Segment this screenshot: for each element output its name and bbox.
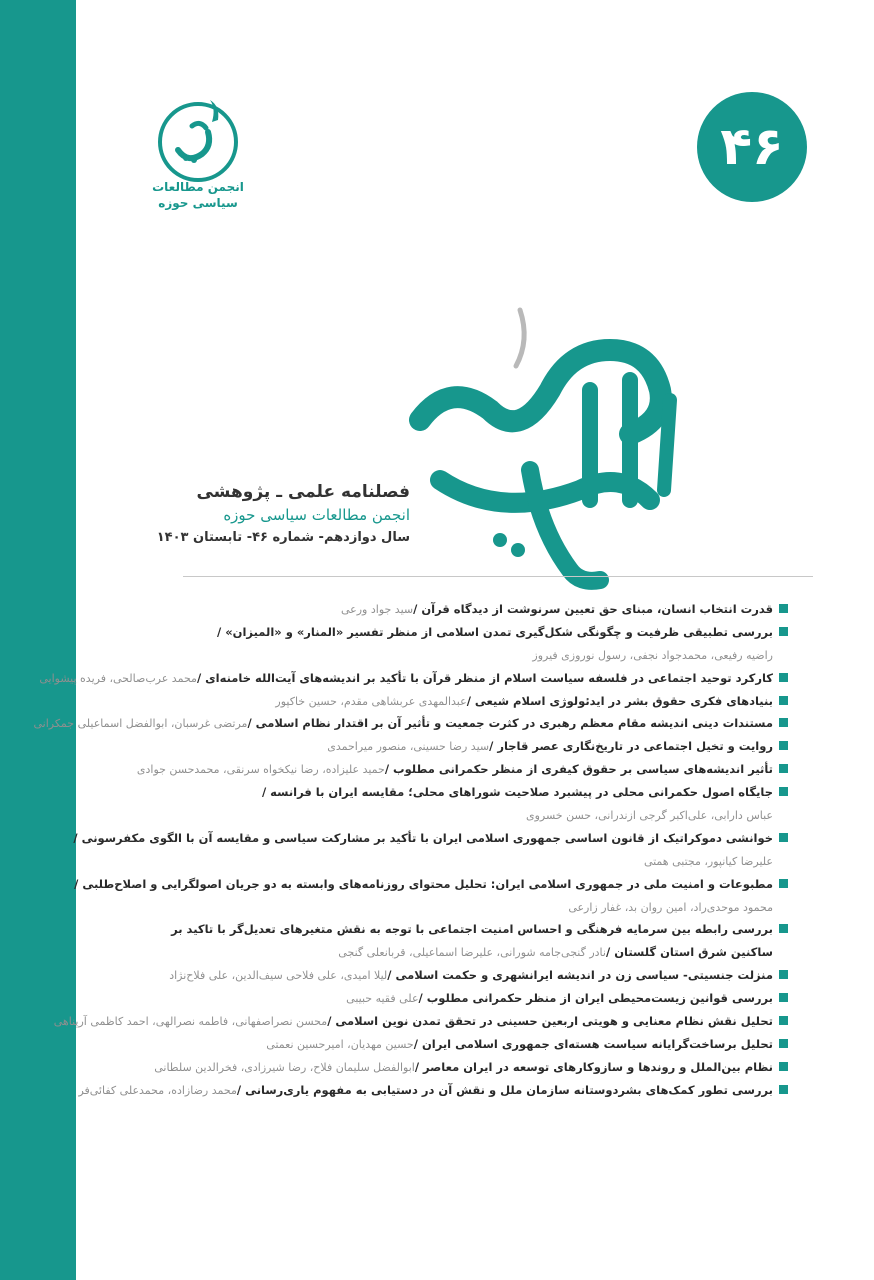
article-title: تحلیل برساخت‌گرایانه سیاست هسته‌ای جمهوری اسلامی ایران /: [413, 1036, 773, 1051]
article-authors: سید رضا حسینی، منصور میراحمدی: [327, 740, 490, 754]
toc-entry: [88, 597, 788, 620]
article-authors: عبدالمهدی عربشاهی مقدم، حسین خاکپور: [275, 694, 467, 708]
bullet-icon: [779, 718, 788, 727]
toc-entry: [88, 757, 788, 780]
divider: [183, 576, 813, 577]
article-title: ساکنین شرق استان گلستان /: [605, 945, 773, 960]
spine-band: [0, 0, 76, 1280]
toc-entry: [88, 963, 788, 986]
article-authors: علی فقیه حبیبی: [346, 992, 419, 1006]
article-title: بررسی رابطه بین سرمایه فرهنگی و احساس امنیت اجتماعی با توجه به نقش متغیرهای تعدیل‌گر با تاکید بر: [171, 922, 773, 937]
article-title: مطبوعات و امنیت ملی در جمهوری اسلامی ایران: تحلیل محتوای روزنامه‌های وابسته به دو جریان اصولگرایی و اصلاح‌طلبی /: [74, 876, 773, 891]
article-authors: محمد عرب‌صالحی، فریده پیشوایی: [39, 671, 197, 685]
bullet-icon: [779, 1016, 788, 1025]
toc-entry: [53, 1009, 788, 1032]
society-name-line1: انجمن مطالعات: [152, 180, 244, 194]
toc-entry-continuation: [88, 895, 788, 918]
toc-entry: [88, 780, 788, 803]
toc-entry: [73, 826, 788, 849]
bullet-icon: [779, 879, 788, 888]
toc-entry: [88, 1032, 788, 1055]
article-title: تحلیل نقش نظام معنایی و هویتی اربعین حسینی در تحقق تمدن نوین اسلامی /: [327, 1014, 773, 1029]
bullet-icon: [779, 787, 788, 796]
toc-entry-continuation: [88, 849, 788, 872]
bullet-icon: [779, 764, 788, 773]
toc-entry: [33, 711, 788, 734]
bullet-icon: [779, 924, 788, 933]
article-title: منزلت جنسیتی- سیاسی زن در اندیشه ایرانشهری و حکمت اسلامی /: [387, 968, 773, 983]
article-authors: علیرضا کیانپور، مجتبی همتی: [643, 854, 773, 868]
article-title: روایت و تخیل اجتماعی در تاریخ‌نگاری عصر قاجار /: [489, 739, 773, 754]
article-authors: ابوالفضل سلیمان فلاح، رضا شیرزادی، فخرالدین سلطانی: [154, 1060, 415, 1074]
toc-entry: [39, 666, 788, 689]
article-authors: عباس دارابی، علی‌اکبر گرجی ازندرانی، حسن خسروی: [525, 809, 773, 823]
article-title: خوانشی دموکراتیک از قانون اساسی جمهوری اسلامی ایران با تأکید بر مشارکت سیاسی و مقایسه آن با الگوی مکفرسونی /: [73, 830, 773, 845]
bullet-icon: [779, 741, 788, 750]
toc-entry: [88, 917, 788, 940]
bullet-icon: [779, 604, 788, 613]
toc-entry: [74, 872, 788, 895]
article-title: بنیادهای فکری حقوق بشر در ایدئولوژی اسلام شیعی /: [466, 693, 773, 708]
article-title: بررسی تطور کمک‌های بشردوستانه سازمان ملل و نقش آن در دستیابی به مفهوم یاری‌رسانی /: [236, 1082, 773, 1097]
article-authors: نادر گنجی‌جامه شورانی، علیرضا اسماعیلی، قربانعلی گنجی: [338, 946, 606, 960]
journal-type: فصلنامه علمی ـ پژوهشی: [196, 482, 410, 502]
society-name-line2: سیاسی حوزه: [158, 196, 238, 210]
article-authors: سید جواد ورعی: [341, 603, 414, 616]
toc-entry: [88, 689, 788, 712]
article-authors: حسین مهدیان، امیرحسین نعمتی: [266, 1037, 414, 1051]
bullet-icon: [779, 696, 788, 705]
article-authors: محمد رضازاده، محمدعلی کفائی‌فر: [78, 1083, 237, 1097]
article-title: بررسی قوانین زیست‌محیطی ایران از منظر حکمرانی مطلوب /: [418, 991, 773, 1006]
bullet-icon: [779, 1039, 788, 1048]
article-authors: محمود موحدی‌راد، امین روان بد، غفار زارعی: [568, 900, 773, 914]
article-authors: راضیه رفیعی، محمدجواد نجفی، رسول نوروزی فیروز: [532, 648, 773, 662]
toc-entry: [88, 1055, 788, 1078]
bullet-icon: [779, 833, 788, 842]
bullet-icon: [779, 970, 788, 979]
article-authors: محسن نصراصفهانی، فاطمه نصرالهی، احمد کاظمی آرپناهی: [53, 1015, 328, 1029]
toc-entry: [88, 734, 788, 757]
toc-entry: [78, 1078, 788, 1101]
article-title: مستندات دینی اندیشه مقام معظم رهبری در کثرت جمعیت و تأثیر آن بر اقتدار نظام اسلامی /: [247, 716, 773, 731]
article-title: نظام بین‌الملل و روندها و سازوکارهای توسعه در ایران معاصر /: [414, 1059, 773, 1074]
toc-entry: [88, 986, 788, 1009]
toc-entry-continuation: [88, 643, 788, 666]
toc-entry-continuation: [88, 940, 788, 963]
bullet-icon: [779, 1062, 788, 1071]
issue-info: سال دوازدهم- شماره ۴۶- تابستان ۱۴۰۳: [156, 530, 410, 545]
issue-number-badge: ۴۶: [697, 92, 807, 202]
article-title: قدرت انتخاب انسان، مبنای حق تعیین سرنوشت از دیدگاه قرآن /: [413, 602, 773, 616]
article-title: کارکرد توحید اجتماعی در فلسفه سیاست اسلام از منظر قرآن با تأکید بر اندیشه‌های آیت‌الله خامنه‌ای /: [196, 670, 773, 685]
bullet-icon: [779, 993, 788, 1002]
journal-publisher: انجمن مطالعات سیاسی حوزه: [223, 506, 410, 524]
bullet-icon: [779, 627, 788, 636]
article-authors: حمید علیزاده، رضا نیکخواه سرنقی، محمدحسن جوادی: [136, 763, 385, 777]
article-title: بررسی تطبیقی ظرفیت و چگونگی شکل‌گیری تمدن اسلامی از منظر تفسیر «المنار» و «المیزان» /: [217, 624, 773, 639]
article-authors: مرتضی غرسبان، ابوالفضل اسماعیلی جمکرانی: [33, 717, 248, 731]
toc-entry-continuation: [88, 803, 788, 826]
toc-entry: [88, 620, 788, 643]
article-title: جایگاه اصول حکمرانی محلی در پیشبرد صلاحیت شوراهای محلی؛ مقایسه ایران با فرانسه /: [261, 785, 773, 800]
bullet-icon: [779, 673, 788, 682]
article-authors: لیلا امیدی، علی فلاحی سیف‌الدین، علی فلاح‌نژاد: [169, 969, 388, 983]
bullet-icon: [779, 1085, 788, 1094]
article-title: تأثیر اندیشه‌های سیاسی بر حقوق کیفری از منظر حکمرانی مطلوب /: [384, 762, 773, 777]
table-of-contents: [33, 597, 788, 1101]
